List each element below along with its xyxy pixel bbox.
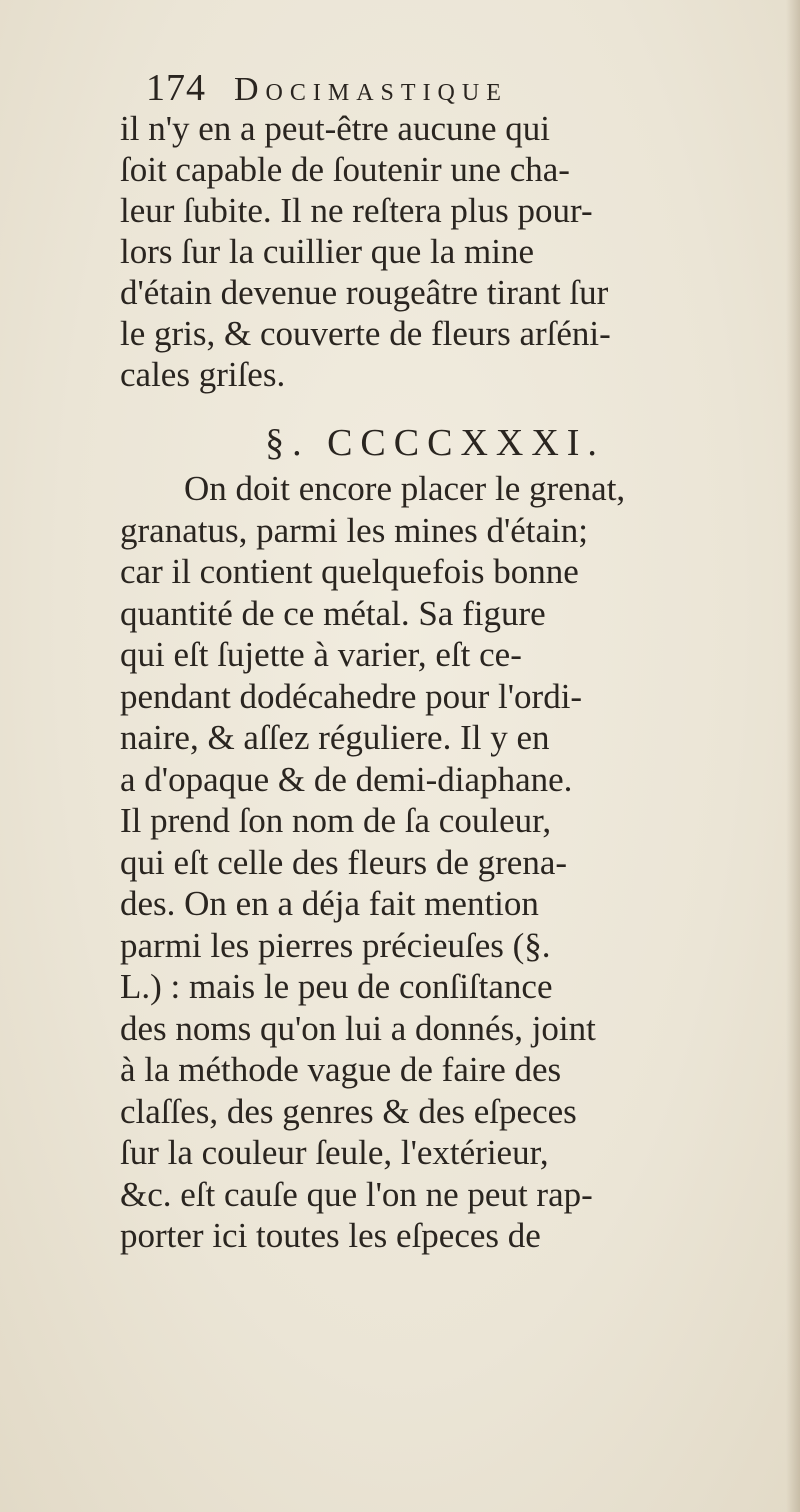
page-number: 174 xyxy=(146,67,206,109)
text-line: d'étain devenue rougeâtre tirant ſur xyxy=(120,273,609,312)
paragraph-1 xyxy=(120,108,720,483)
text-line: a d'opaque & de demi-diaphane. xyxy=(120,759,573,799)
text-line: à la méthode vague de faire des xyxy=(120,1050,562,1089)
paragraph-2 xyxy=(120,468,710,1257)
text-line: Il prend ſon nom de ſa couleur, xyxy=(120,801,552,840)
text-line: ſoit capable de ſoutenir une cha- xyxy=(120,150,570,189)
text-line: porter ici toutes les eſpeces de xyxy=(120,1216,541,1255)
text-line: ſur la couleur ſeule, l'extérieur, xyxy=(120,1133,549,1172)
text-line: pendant dodécahedre pour l'ordi- xyxy=(120,676,583,716)
text-line: le gris, & couverte de fleurs arſéni- xyxy=(120,314,611,353)
text-line: leur ſubite. Il ne reſtera plus pour- xyxy=(120,191,593,230)
running-head-title: Docimastique xyxy=(234,71,508,108)
text-line: On doit encore placer le grenat, xyxy=(184,469,626,508)
text-line: des noms qu'on lui a donnés, joint xyxy=(120,1008,596,1048)
text-line: naire, & aſſez réguliere. Il y en xyxy=(120,718,550,757)
text-line: cales griſes. xyxy=(120,355,286,394)
section-heading: §. CCCCXXXI. xyxy=(265,422,605,464)
text-line: car il contient quelquefois bonne xyxy=(120,552,579,591)
text-line: qui eſt ſujette à varier, eſt ce- xyxy=(120,635,522,674)
text-line: lors ſur la cuillier que la mine xyxy=(120,232,535,271)
text-line: granatus, parmi les mines d'étain; xyxy=(120,510,588,550)
text-line: quantité de ce métal. Sa figure xyxy=(120,593,546,633)
page-edge-shadow xyxy=(786,0,800,1512)
text-line: claſſes, des genres & des eſpeces xyxy=(120,1091,577,1131)
text-line: L.) : mais le peu de conſiſtance xyxy=(120,967,553,1006)
text-line: qui eſt celle des fleurs de grena- xyxy=(120,842,568,882)
text-line: il n'y en a peut-être aucune qui xyxy=(120,109,551,148)
text-line: parmi les pierres précieuſes (§. xyxy=(120,925,551,965)
text-line: &c. eſt cauſe que l'on ne peut rap- xyxy=(120,1174,593,1214)
text-line: des. On en a déja fait mention xyxy=(120,884,539,923)
